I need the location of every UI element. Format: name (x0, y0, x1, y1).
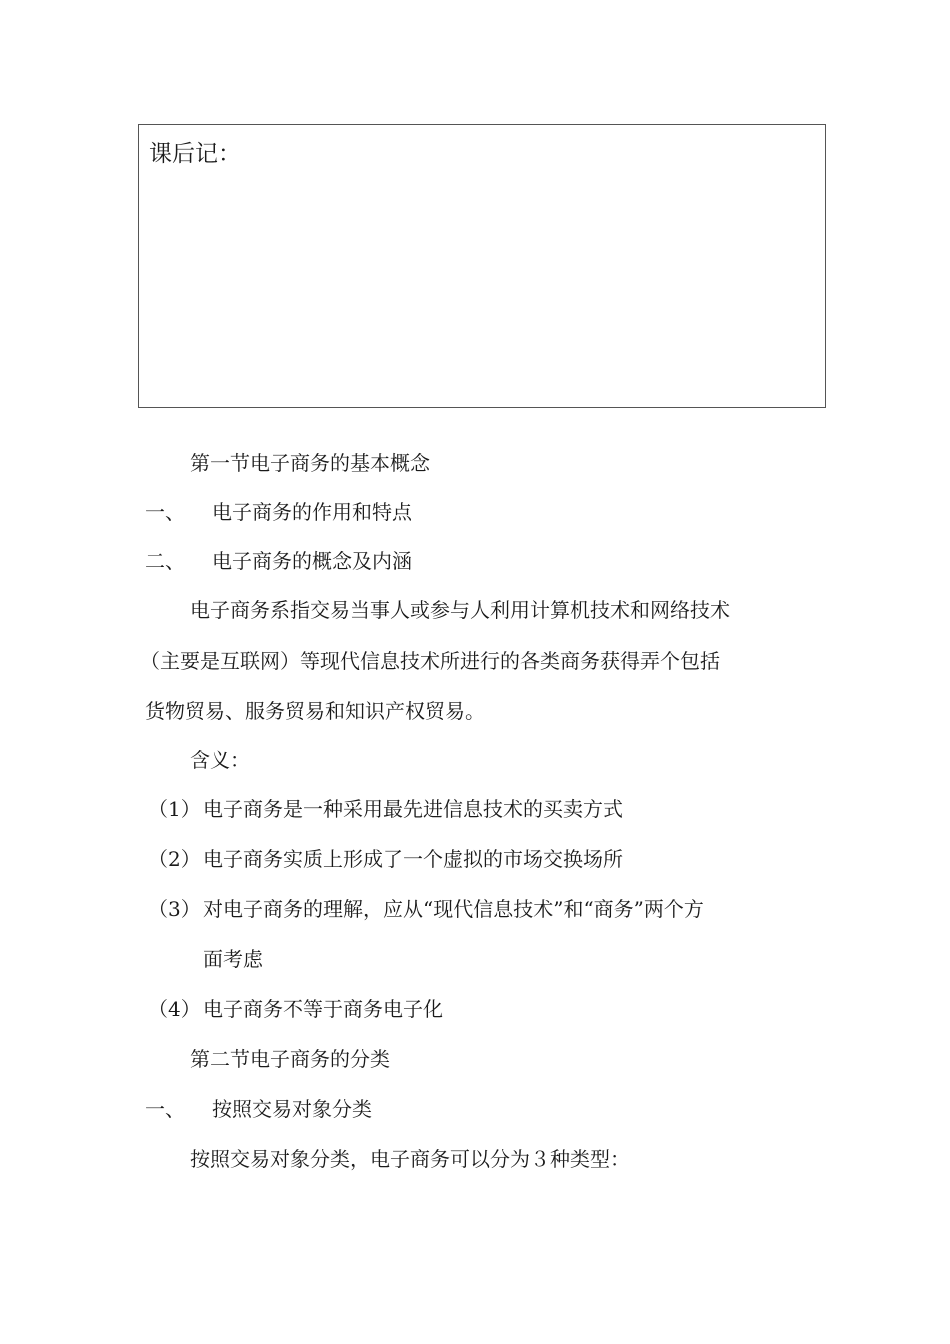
definition-line2: （主要是互联网）等现代信息技术所进行的各类商务获得弄个包括 (140, 649, 720, 673)
point2-text: 电子商务实质上形成了一个虚拟的市场交换场所 (203, 847, 623, 871)
section1-title-text: 第一节电子商务的基本概念 (190, 451, 430, 475)
point1-text: 电子商务是一种采用最先进信息技术的买卖方式 (203, 797, 623, 821)
after-class-notes-box (138, 124, 826, 408)
point3-text-line1: 对电子商务的理解，应从“现代信息技术”和“商务”两个方 (203, 897, 704, 921)
meaning-label: 含义： (190, 748, 250, 772)
item3-text: 按照交易对象分类 (212, 1097, 372, 1121)
point4-marker: （4） (148, 997, 201, 1021)
point3-marker: （3） (148, 897, 201, 921)
item1-text: 电子商务的作用和特点 (212, 500, 412, 524)
item2-text: 电子商务的概念及内涵 (212, 549, 412, 573)
definition-line1: 电子商务系指交易当事人或参与人利用计算机技术和网络技术 (190, 598, 730, 622)
notes-label: 课后记： (149, 141, 241, 167)
point1-marker: （1） (148, 797, 201, 821)
point4-text: 电子商务不等于商务电子化 (203, 997, 443, 1021)
section2-title-text: 第二节电子商务的分类 (190, 1047, 390, 1071)
point2-marker: （2） (148, 847, 201, 871)
point3-text-line2: 面考虑 (203, 947, 263, 971)
classification-intro: 按照交易对象分类，电子商务可以分为３种类型： (190, 1147, 630, 1171)
item1-marker: 一、 (145, 500, 185, 524)
item2-marker: 二、 (145, 549, 185, 573)
item3-marker: 一、 (145, 1097, 185, 1121)
definition-line3: 货物贸易、服务贸易和知识产权贸易。 (145, 699, 485, 723)
